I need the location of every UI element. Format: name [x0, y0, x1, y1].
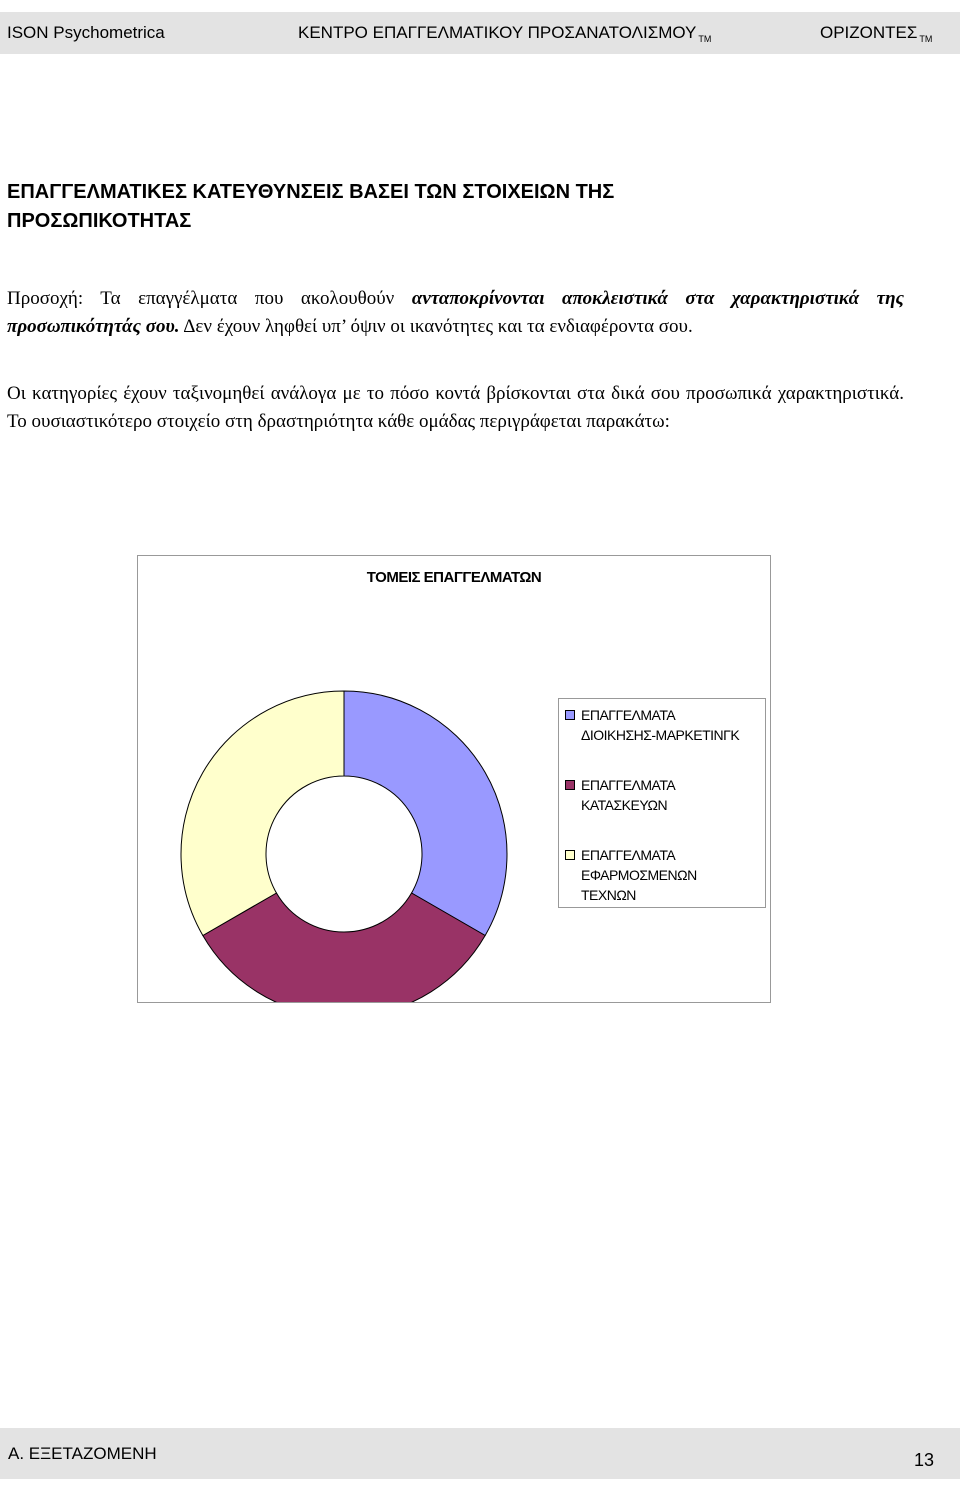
page-header: [0, 12, 960, 54]
trademark-mark: TM: [919, 34, 933, 44]
chart-frame: [137, 555, 771, 1003]
legend-label: ΕΠΑΓΓΕΛΜΑΤΑ ΔΙΟΙΚΗΣΗΣ-ΜΑΡΚΕΤΙΝΓΚ: [581, 707, 740, 743]
legend-swatch: [565, 850, 575, 860]
warning-paragraph: [7, 285, 904, 340]
header-product: [820, 23, 933, 44]
header-center-title: [298, 23, 712, 44]
categories-paragraph: Οι κατηγορίες έχουν ταξινομηθεί ανάλογα με το πόσο κοντά βρίσκονται στα δικά σου προσωπικά χαρακτηριστικά. Το ουσιαστικότερο στοιχείο στη δραστηριότητα κάθε ομάδας περιγράφεται παρακάτω:: [7, 383, 904, 432]
chart-legend: [558, 698, 766, 908]
doughnut-slice-1: [344, 691, 507, 936]
footer-label: Α. ΕΞΕΤΑΖΟΜΕΝΗ: [8, 1444, 157, 1463]
trademark-mark: TM: [698, 34, 712, 44]
warning-rest: Δεν έχουν ληφθεί υπ’ όψιν οι ικανότητες και τα ενδιαφέροντα σου.: [179, 315, 693, 337]
header-center-text: ΚΕΝΤΡΟ ΕΠΑΓΓΕΛΜΑΤΙΚΟΥ ΠΡΟΣΑΝΑΤΟΛΙΣΜΟΥ: [298, 23, 697, 42]
doughnut-slice-3: [181, 691, 344, 936]
header-product-text: ΟΡΙΖΟΝΤΕΣ: [820, 23, 918, 42]
warning-emphasis: ανταποκρίνονται αποκλειστικά στα χαρακτηριστικά της προσωπικότητάς σου.: [7, 288, 904, 337]
chart-title: ΤΟΜΕΙΣ ΕΠΑΓΓΕΛΜΑΤΩΝ: [366, 569, 542, 586]
legend-label: ΕΠΑΓΓΕΛΜΑΤΑ ΕΦΑΡΜΟΣΜΕΝΩΝ ΤΕΧΝΩΝ: [581, 847, 697, 903]
page-footer: [0, 1428, 960, 1479]
page-number: 13: [913, 1450, 934, 1470]
legend-swatch: [565, 780, 575, 790]
header-company: ISON Psychometrica: [7, 23, 165, 42]
legend-label: ΕΠΑΓΓΕΛΜΑΤΑ ΚΑΤΑΣΚΕΥΩΝ: [581, 777, 676, 813]
warning-intro: Προσοχή: Τα επαγγέλματα που ακολουθούν: [7, 288, 412, 309]
section-title: ΕΠΑΓΓΕΛΜΑΤΙΚΕΣ ΚΑΤΕΥΘΥΝΣΕΙΣ ΒΑΣΕΙ ΤΩΝ ΣΤΟΙΧΕΙΩΝ ΤΗΣ ΠΡΟΣΩΠΙΚΟΤΗΤΑΣ: [7, 181, 615, 232]
legend-swatch: [565, 710, 575, 720]
